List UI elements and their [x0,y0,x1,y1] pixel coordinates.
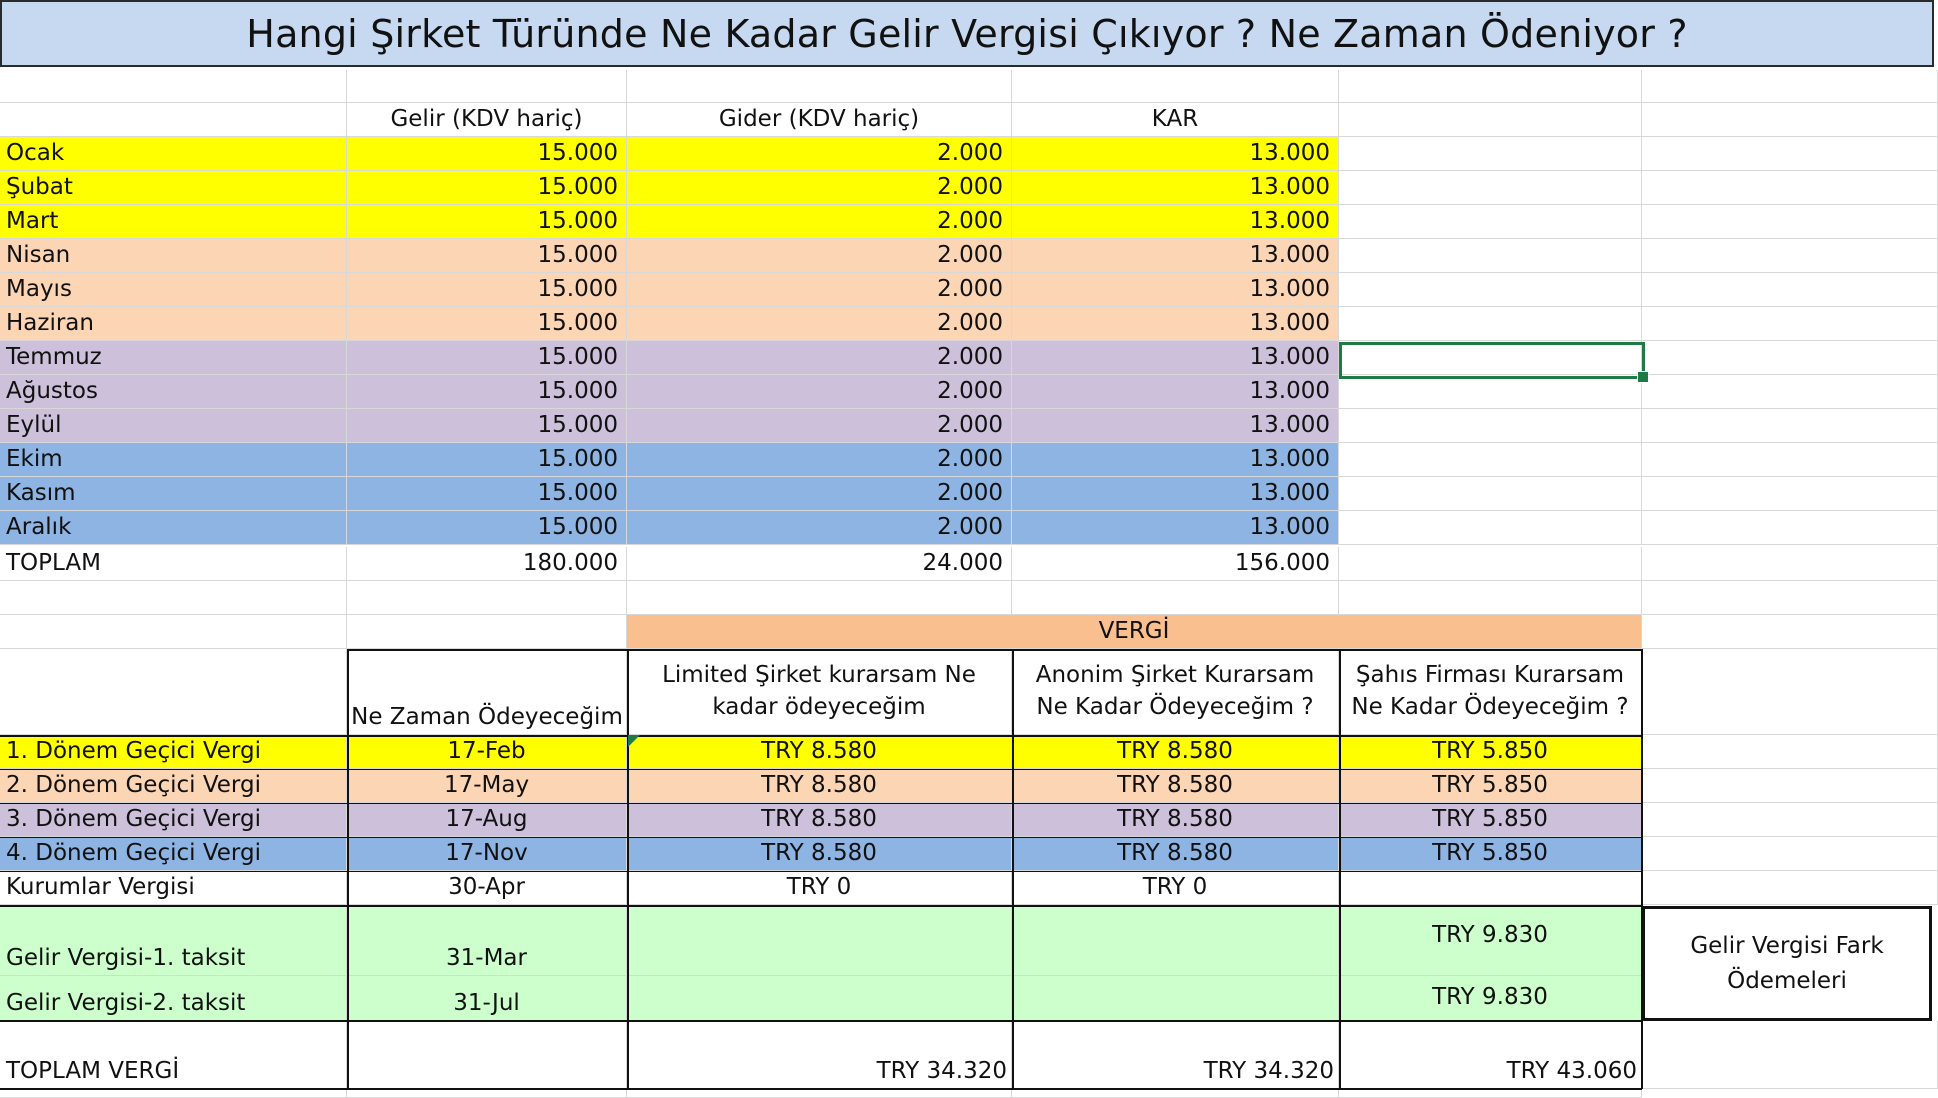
empty-cell[interactable] [1642,803,1938,837]
empty-cell[interactable] [1339,547,1642,581]
month-kar[interactable]: 13.000 [1012,171,1339,205]
empty-cell[interactable] [1642,70,1938,103]
month-gelir[interactable]: 15.000 [347,273,627,307]
table-border [347,649,1642,651]
toplam-gider[interactable]: 24.000 [627,547,1012,581]
month-name[interactable]: Ekim [0,443,347,477]
empty-cell[interactable] [347,1021,627,1089]
empty-cell[interactable] [627,70,1012,103]
tax-row-when[interactable]: 17-Feb [347,735,627,769]
empty-cell[interactable] [1642,239,1938,273]
month-gider[interactable]: 2.000 [627,341,1012,375]
month-name[interactable]: Eylül [0,409,347,443]
month-gelir[interactable]: 15.000 [347,171,627,205]
month-gider[interactable]: 2.000 [627,375,1012,409]
empty-cell[interactable] [1642,1021,1938,1089]
tax-row-when[interactable]: 17-Nov [347,837,627,871]
month-name[interactable]: Aralık [0,511,347,545]
fill-handle[interactable] [1637,371,1649,383]
tax-row-anonim[interactable]: TRY 0 [1012,871,1339,905]
empty-cell[interactable] [1642,137,1938,171]
month-gelir[interactable]: 15.000 [347,375,627,409]
empty-cell[interactable] [1339,137,1642,171]
tax-row-label[interactable]: 4. Dönem Geçici Vergi [0,837,347,871]
tax-row-when[interactable]: 30-Apr [347,871,627,905]
empty-cell[interactable] [1012,906,1339,976]
empty-cell[interactable] [1642,547,1938,581]
vergi-header[interactable]: VERGİ [627,615,1642,649]
toplam-gelir[interactable]: 180.000 [347,547,627,581]
empty-cell[interactable] [1642,735,1938,769]
empty-cell[interactable] [627,906,1012,976]
empty-cell[interactable] [1642,205,1938,239]
empty-cell[interactable] [1012,581,1339,615]
month-gider[interactable]: 2.000 [627,137,1012,171]
month-name[interactable]: Nisan [0,239,347,273]
tax-row-limited[interactable]: TRY 8.580 [627,837,1012,871]
empty-cell[interactable] [627,581,1012,615]
tax-row-when[interactable]: 17-Aug [347,803,627,837]
tax-row-label[interactable]: Kurumlar Vergisi [0,871,347,905]
month-name[interactable]: Mart [0,205,347,239]
month-gelir[interactable]: 15.000 [347,477,627,511]
tax-row-sahis[interactable]: TRY 5.850 [1339,803,1642,837]
month-kar[interactable]: 13.000 [1012,273,1339,307]
month-gider[interactable]: 2.000 [627,171,1012,205]
empty-cell[interactable] [1339,443,1642,477]
tax-row-label[interactable]: 2. Dönem Geçici Vergi [0,769,347,803]
tax-row-sahis[interactable]: TRY 5.850 [1339,769,1642,803]
taksit-when[interactable]: 31-Mar [347,906,627,976]
empty-cell[interactable] [1642,511,1938,545]
tax-row-label[interactable]: 1. Dönem Geçici Vergi [0,735,347,769]
month-name[interactable]: Ağustos [0,375,347,409]
empty-cell[interactable] [347,615,627,649]
empty-cell[interactable] [1339,273,1642,307]
empty-cell[interactable] [627,1089,1012,1098]
month-name[interactable]: Haziran [0,307,347,341]
month-kar[interactable]: 13.000 [1012,137,1339,171]
empty-cell[interactable] [1642,443,1938,477]
month-kar[interactable]: 13.000 [1012,341,1339,375]
toplam-vergi-label[interactable]: TOPLAM VERGİ [0,1021,347,1089]
month-gelir[interactable]: 15.000 [347,511,627,545]
tax-row-sahis[interactable]: TRY 5.850 [1339,735,1642,769]
table-border [0,905,1642,907]
empty-cell[interactable] [1642,871,1938,905]
empty-cell[interactable] [1012,976,1339,1021]
month-gider[interactable]: 2.000 [627,477,1012,511]
table-border [1641,649,1643,1089]
table-border [0,1020,1642,1022]
taksit-label[interactable]: Gelir Vergisi-2. taksit [0,976,347,1021]
taksit-when[interactable]: 31-Jul [347,976,627,1021]
tax-row-limited[interactable]: TRY 8.580 [627,803,1012,837]
empty-cell[interactable] [1642,375,1938,409]
month-gelir[interactable]: 15.000 [347,409,627,443]
toplam-vergi-limited[interactable]: TRY 34.320 [627,1021,1012,1089]
table-border [1012,649,1014,1089]
empty-cell[interactable] [0,70,347,103]
empty-cell[interactable] [0,581,347,615]
month-gelir[interactable]: 15.000 [347,307,627,341]
empty-cell[interactable] [1339,307,1642,341]
table-border [0,837,1642,838]
month-gelir[interactable]: 15.000 [347,341,627,375]
tax-row-anonim[interactable]: TRY 8.580 [1012,735,1339,769]
comment-indicator-icon[interactable] [628,735,640,747]
empty-cell[interactable] [1339,205,1642,239]
month-name[interactable]: Temmuz [0,341,347,375]
header-when[interactable]: Ne Zaman Ödeyeceğim [347,649,627,735]
month-gider[interactable]: 2.000 [627,511,1012,545]
month-gelir[interactable]: 15.000 [347,205,627,239]
month-gider[interactable]: 2.000 [627,239,1012,273]
empty-cell[interactable] [0,103,347,137]
empty-cell[interactable] [1642,273,1938,307]
table-border [0,871,1642,872]
empty-cell[interactable] [347,581,627,615]
tax-row-anonim[interactable]: TRY 8.580 [1012,837,1339,871]
empty-cell[interactable] [1339,581,1642,615]
month-kar[interactable]: 13.000 [1012,511,1339,545]
month-gider[interactable]: 2.000 [627,273,1012,307]
taksit-label[interactable]: Gelir Vergisi-1. taksit [0,906,347,976]
month-gider[interactable]: 2.000 [627,443,1012,477]
fark-note[interactable]: Gelir Vergisi Fark Ödemeleri [1642,906,1932,1021]
month-name[interactable]: Şubat [0,171,347,205]
month-gider[interactable]: 2.000 [627,409,1012,443]
table-border [347,649,349,1089]
empty-cell[interactable] [1339,171,1642,205]
empty-cell[interactable] [1339,409,1642,443]
table-border [0,769,1642,770]
empty-cell[interactable] [1642,615,1938,649]
empty-cell[interactable] [347,1089,627,1098]
empty-cell[interactable] [0,649,347,735]
empty-cell[interactable] [627,976,1012,1021]
empty-cell[interactable] [1642,341,1938,375]
empty-cell[interactable] [1642,103,1938,137]
toplam-label[interactable]: TOPLAM [0,547,347,581]
month-name[interactable]: Mayıs [0,273,347,307]
month-kar[interactable]: 13.000 [1012,409,1339,443]
tax-row-limited[interactable]: TRY 8.580 [627,769,1012,803]
sheet-title[interactable]: Hangi Şirket Türünde Ne Kadar Gelir Vergisi Çıkıyor ? Ne Zaman Ödeniyor ? [0,0,1934,67]
table-border [0,803,1642,804]
tax-row-sahis[interactable] [1339,871,1642,905]
empty-cell[interactable] [1642,409,1938,443]
table-border [0,1088,1642,1090]
header-kar[interactable]: KAR [1012,103,1339,137]
empty-cell[interactable] [1339,239,1642,273]
empty-cell[interactable] [1642,307,1938,341]
empty-cell[interactable] [1642,837,1938,871]
taksit-sahis[interactable]: TRY 9.830 [1339,976,1642,1021]
empty-cell[interactable] [1642,171,1938,205]
header-gelir[interactable]: Gelir (KDV hariç) [347,103,627,137]
tax-row-limited[interactable]: TRY 0 [627,871,1012,905]
taksit-sahis[interactable]: TRY 9.830 [1339,906,1642,976]
toplam-kar[interactable]: 156.000 [1012,547,1339,581]
tax-row-limited[interactable]: TRY 8.580 [627,735,1012,769]
table-border [627,649,629,1089]
empty-cell[interactable] [0,615,347,649]
empty-cell[interactable] [1642,769,1938,803]
month-gelir[interactable]: 15.000 [347,239,627,273]
header-sahis[interactable]: Şahıs Firması Kurarsam Ne Kadar Ödeyeceğim ? [1339,649,1642,735]
tax-row-label[interactable]: 3. Dönem Geçici Vergi [0,803,347,837]
table-border [0,735,1642,737]
empty-cell[interactable] [1012,70,1339,103]
empty-cell[interactable] [1339,477,1642,511]
empty-cell[interactable] [1339,1089,1642,1098]
month-name[interactable]: Ocak [0,137,347,171]
empty-cell[interactable] [1339,511,1642,545]
empty-cell[interactable] [1339,70,1642,103]
toplam-vergi-sahis[interactable]: TRY 43.060 [1339,1021,1642,1089]
month-kar[interactable]: 13.000 [1012,477,1339,511]
empty-cell[interactable] [1642,581,1938,615]
month-name[interactable]: Kasım [0,477,347,511]
toplam-vergi-anonim[interactable]: TRY 34.320 [1012,1021,1339,1089]
tax-row-anonim[interactable]: TRY 8.580 [1012,769,1339,803]
header-anonim[interactable]: Anonim Şirket Kurarsam Ne Kadar Ödeyeceğim ? [1012,649,1339,735]
empty-cell[interactable] [1642,477,1938,511]
month-kar[interactable]: 13.000 [1012,307,1339,341]
empty-cell[interactable] [347,70,627,103]
empty-cell[interactable] [1012,1089,1339,1098]
empty-cell[interactable] [1642,649,1938,735]
selected-cell[interactable] [1339,342,1645,379]
tax-row-sahis[interactable]: TRY 5.850 [1339,837,1642,871]
header-gider[interactable]: Gider (KDV hariç) [627,103,1012,137]
empty-cell[interactable] [1339,375,1642,409]
table-border [1339,649,1341,1089]
month-gider[interactable]: 2.000 [627,205,1012,239]
month-kar[interactable]: 13.000 [1012,205,1339,239]
tax-row-anonim[interactable]: TRY 8.580 [1012,803,1339,837]
month-gider[interactable]: 2.000 [627,307,1012,341]
empty-cell[interactable] [1339,103,1642,137]
tax-row-when[interactable]: 17-May [347,769,627,803]
month-kar[interactable]: 13.000 [1012,375,1339,409]
month-gelir[interactable]: 15.000 [347,137,627,171]
empty-cell[interactable] [0,1089,347,1098]
header-limited[interactable]: Limited Şirket kurarsam Ne kadar ödeyeceğim [627,649,1012,735]
month-kar[interactable]: 13.000 [1012,239,1339,273]
month-kar[interactable]: 13.000 [1012,443,1339,477]
month-gelir[interactable]: 15.000 [347,443,627,477]
